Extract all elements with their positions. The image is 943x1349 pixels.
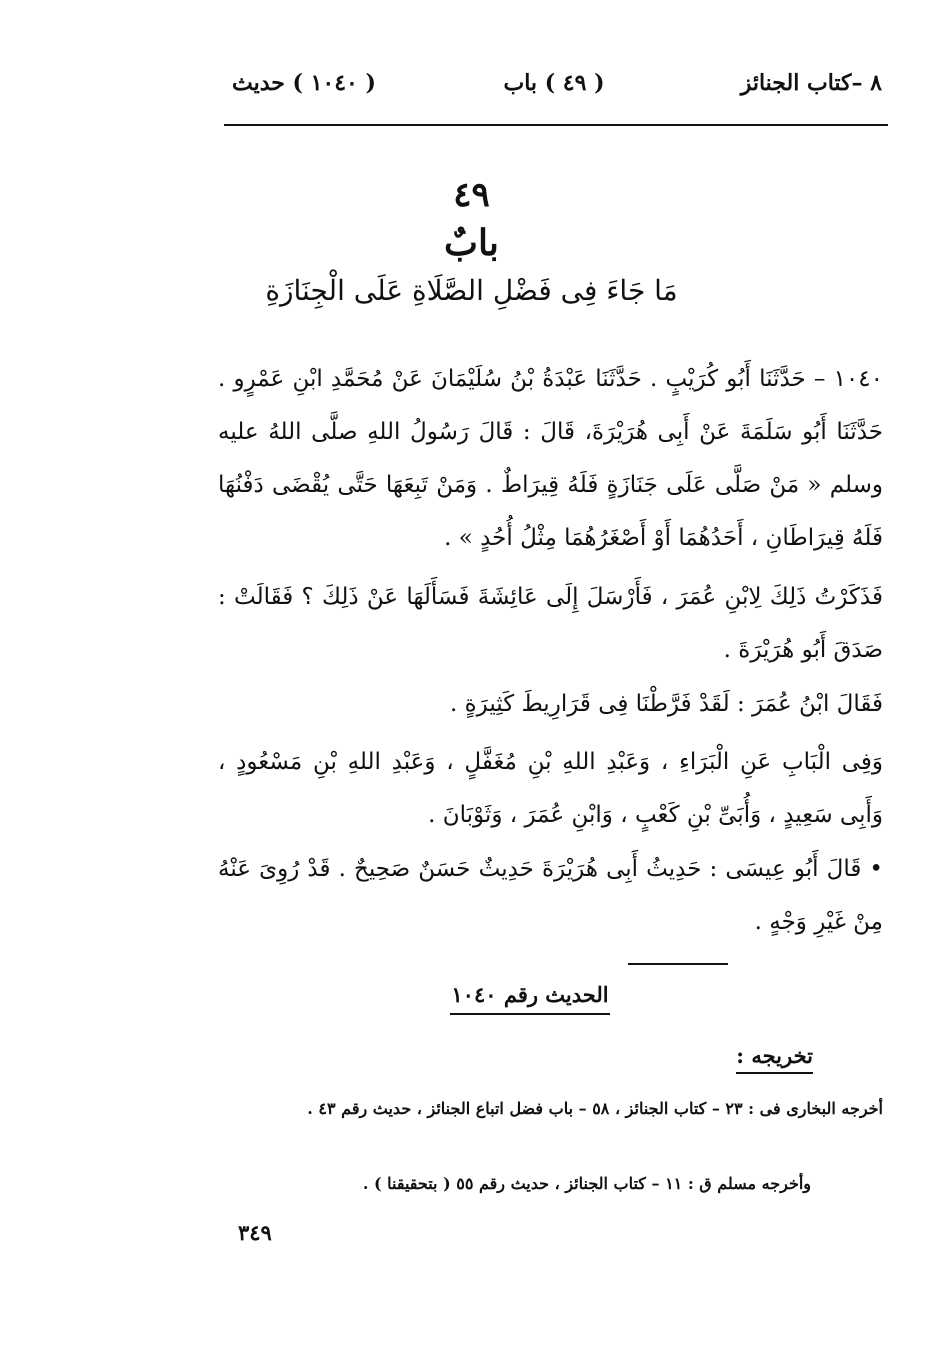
narration-paragraph: فَذَكَرْتُ ذَلِكَ لِابْنِ عُمَرَ ، فَأَرْسَلَ إِلَى عَائِشَةَ فَسَأَلَهَا عَنْ ذَلِكَ ؟ فَقَالَتْ : صَدَقَ أَبُو هُرَيْرَةَ .	[218, 584, 883, 663]
header-chapter: ( ٤٩ ) باب	[503, 70, 605, 96]
chapter-number: ٤٩	[453, 175, 490, 215]
running-header	[224, 60, 888, 126]
footnote-muslim: وأخرجه مسلم ق : ١١ – كتاب الجنائز ، حديث رقم ٥٥ ( بتحقيقنا ) .	[362, 1174, 811, 1193]
takhrij-label: تخريجه :	[736, 1043, 813, 1074]
reference-title: الحديث رقم ١٠٤٠	[450, 982, 610, 1015]
ibn-umar-statement: فَقَالَ ابْنُ عُمَرَ : لَقَدْ فَرَّطْنَا فِى قَرَارِيطَ كَثِيرَةٍ .	[449, 691, 883, 717]
section-divider	[628, 963, 728, 965]
tirmidhi-grading: • قَالَ أَبُو عِيسَى : حَدِيثُ أَبِى هُرَيْرَةَ حَدِيثٌ حَسَنٌ صَحِيحٌ . قَدْ رُوِىَ عَنْهُ مِنْ غَيْرِ وَجْهٍ .	[218, 856, 883, 935]
related-chains-paragraph: وَفِى الْبَابِ عَنِ الْبَرَاءِ ، وَعَبْدِ اللهِ بْنِ مُغَفَّلٍ ، وَعَبْدِ اللهِ بْنِ مَسْعُودٍ ، وَأَبِى سَعِيدٍ ، وَأُبَىِّ بْنِ كَعْبٍ ، وَابْنِ عُمَرَ ، وَثَوْبَانَ .	[218, 749, 883, 828]
header-book-title: ٨ –كتاب الجنائز	[740, 70, 882, 96]
page-number: ٣٤٩	[238, 1220, 272, 1245]
header-hadith-number: ( ١٠٤٠ ) حديث	[232, 70, 376, 96]
hadith-text: ١٠٤٠ – حَدَّثَنَا أَبُو كُرَيْبٍ . حَدَّثَنَا عَبْدَةُ بْنُ سُلَيْمَانَ عَنْ مُحَمَّدِ ابْنِ عَمْرٍو . حَدَّثَنَا أَبُو سَلَمَةَ عَنْ أَبِى هُرَيْرَةَ، قَالَ : قَالَ رَسُولُ اللهِ صلَّى اللهُ عليه وسلم « مَنْ صَلَّى عَلَى جَنَازَةٍ فَلَهُ قِيرَاطٌ . وَمَنْ تَبِعَهَا حَتَّى يُقْضَى دَفْنُهَا فَلَهُ قِيرَاطَانِ ، أَحَدُهُمَا أَوْ أَصْغَرُهُمَا مِثْلُ أُحُدٍ » .	[218, 366, 883, 551]
footnote-bukhari: أخرجه البخارى فى : ٢٣ – كتاب الجنائز ، ٥٨ – باب فضل اتباع الجنائز ، حديث رقم ٤٣ .	[307, 1099, 883, 1118]
chapter-heading: بابٌ	[444, 222, 499, 264]
chapter-title: مَا جَاءَ فِى فَضْلِ الصَّلَاةِ عَلَى الْجِنَازَةِ	[265, 274, 678, 307]
